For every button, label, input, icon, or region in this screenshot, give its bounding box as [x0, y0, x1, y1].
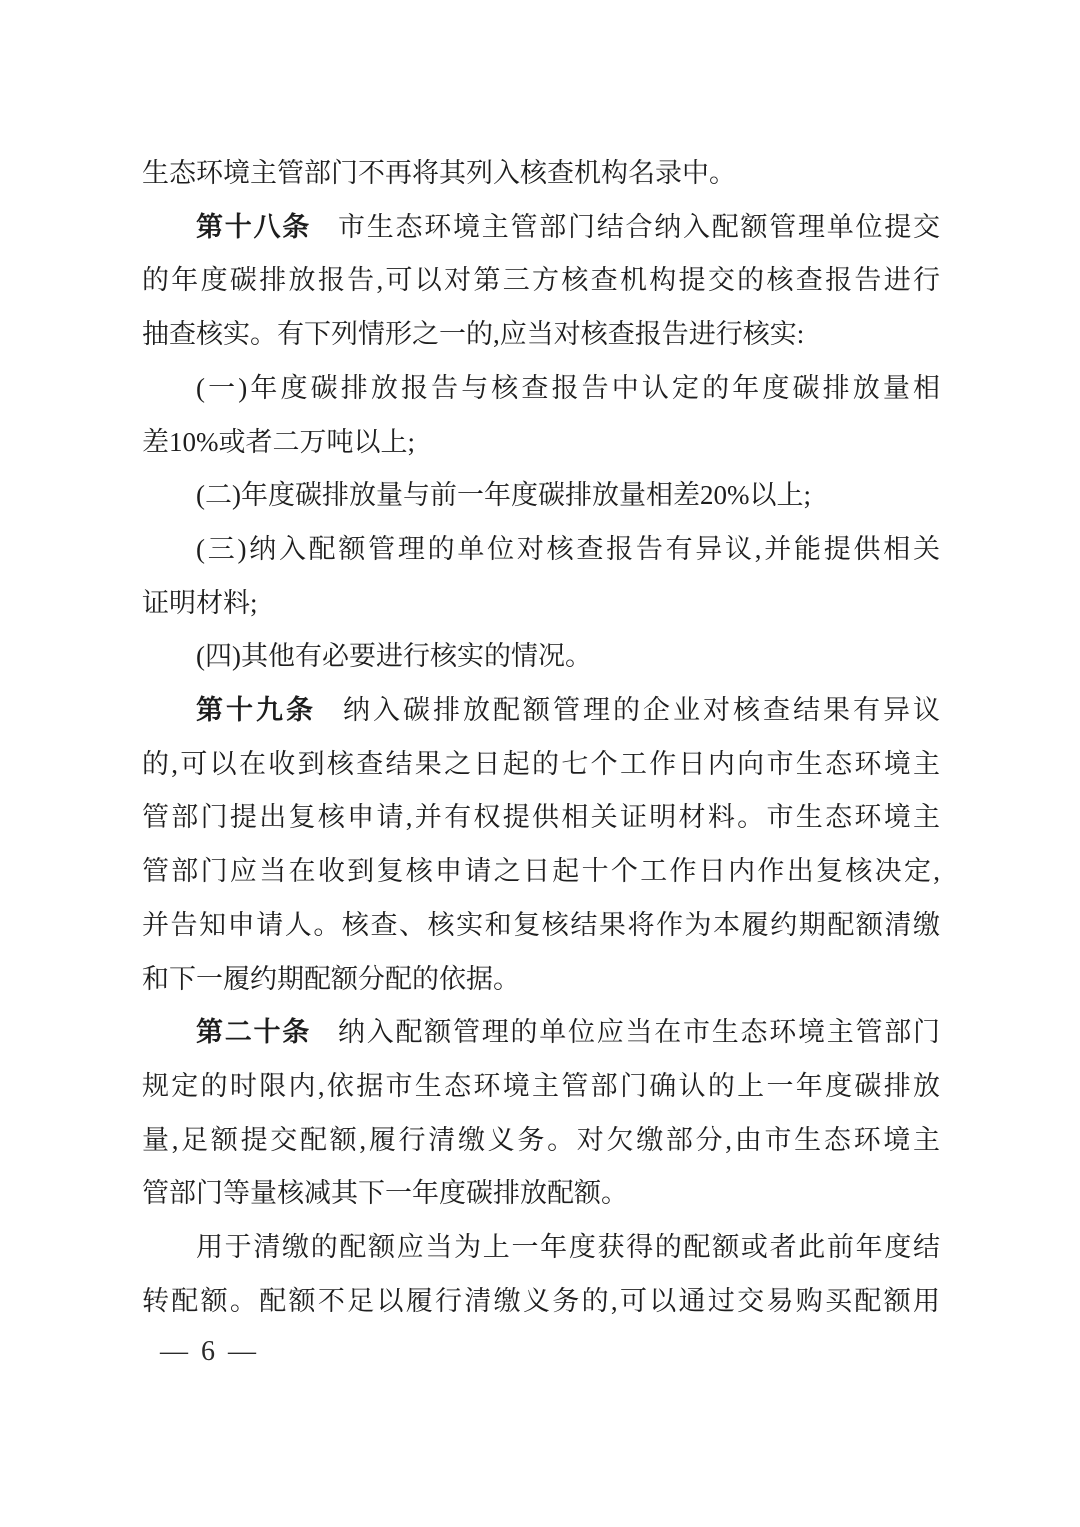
- line-text: (二)年度碳排放量与前一年度碳排放量相差20%以上;: [196, 480, 811, 511]
- text-line: [142, 1006, 940, 1060]
- text-line: [142, 201, 940, 255]
- article-number: 第十九条: [196, 695, 316, 726]
- line-text: (一)年度碳排放报告与核查报告中认定的年度碳排放量相: [196, 372, 940, 403]
- page-number: — 6 —: [160, 1336, 256, 1367]
- text-line: [142, 738, 940, 792]
- line-text: 抽查核实。有下列情形之一的,应当对核查报告进行核实:: [142, 319, 805, 350]
- line-text: 纳入碳排放配额管理的企业对核查结果有异议: [343, 695, 940, 726]
- text-line: [142, 1060, 940, 1114]
- text-line: [142, 1167, 940, 1221]
- line-text: 的,可以在收到核查结果之日起的七个工作日内向市生态环境主: [142, 748, 940, 779]
- line-text: 纳入配额管理的单位应当在市生态环境主管部门: [338, 1017, 940, 1048]
- line-text: 用于清缴的配额应当为上一年度获得的配额或者此前年度结: [196, 1232, 940, 1263]
- line-text: 的年度碳排放报告,可以对第三方核查机构提交的核查报告进行: [142, 265, 940, 296]
- line-text: (四)其他有必要进行核实的情况。: [196, 641, 592, 672]
- text-line: [142, 362, 940, 416]
- text-line: [142, 308, 940, 362]
- text-line: [142, 523, 940, 577]
- document-body: [142, 147, 940, 1328]
- line-text: 管部门应当在收到复核申请之日起十个工作日内作出复核决定,: [142, 856, 940, 887]
- line-text: 市生态环境主管部门结合纳入配额管理单位提交: [338, 211, 940, 242]
- text-line: [142, 1114, 940, 1168]
- article-number: 第十八条: [196, 211, 311, 242]
- text-line: [142, 953, 940, 1007]
- line-text: 差10%或者二万吨以上;: [142, 426, 415, 457]
- text-line: [142, 469, 940, 523]
- line-text: 生态环境主管部门不再将其列入核查机构名录中。: [142, 158, 736, 188]
- text-line: [142, 845, 940, 899]
- line-text: 量,足额提交配额,履行清缴义务。对欠缴部分,由市生态环境主: [142, 1124, 940, 1155]
- line-text: 转配额。配额不足以履行清缴义务的,可以通过交易购买配额用: [142, 1285, 940, 1316]
- line-text: 并告知申请人。核查、核实和复核结果将作为本履约期配额清缴: [142, 909, 940, 940]
- text-line: [142, 791, 940, 845]
- line-text: 规定的时限内,依据市生态环境主管部门确认的上一年度碳排放: [142, 1070, 940, 1101]
- text-line: [142, 254, 940, 308]
- article-number: 第二十条: [196, 1017, 311, 1048]
- text-line: [142, 630, 940, 684]
- text-line: [142, 684, 940, 738]
- line-text: 管部门提出复核申请,并有权提供相关证明材料。市生态环境主: [142, 802, 940, 833]
- text-line: [142, 899, 940, 953]
- text-line: [142, 577, 940, 631]
- line-text: (三)纳入配额管理的单位对核查报告有异议,并能提供相关: [196, 533, 940, 564]
- text-line: [142, 147, 940, 201]
- line-text: 管部门等量核减其下一年度碳排放配额。: [142, 1178, 628, 1209]
- text-line: [142, 1221, 940, 1275]
- text-line: [142, 1275, 940, 1329]
- text-line: [142, 416, 940, 470]
- line-text: 证明材料;: [142, 587, 258, 618]
- line-text: 和下一履约期配额分配的依据。: [142, 963, 520, 994]
